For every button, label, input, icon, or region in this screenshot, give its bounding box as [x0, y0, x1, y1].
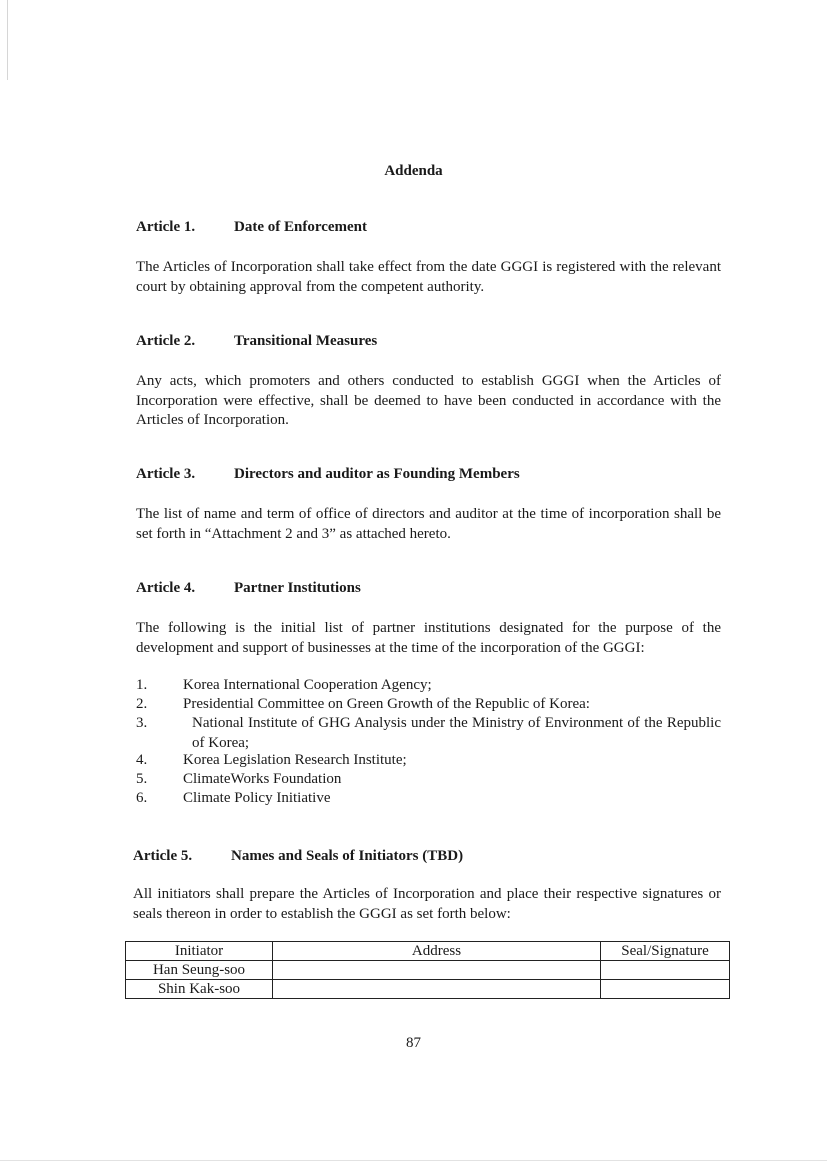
list-text: Korea Legislation Research Institute;	[183, 752, 407, 768]
article-5-heading	[133, 848, 463, 865]
article-3-body: The list of name and term of office of directors and auditor at the time of incorporation shall be set forth in “Attachment 2 and 3” as attached hereto.	[136, 506, 721, 542]
list-number: 6.	[136, 790, 148, 806]
list-text: ClimateWorks Foundation	[183, 771, 342, 787]
initiators-table	[125, 941, 730, 999]
column-header-seal-signature: Seal/Signature	[601, 942, 730, 961]
list-text: Presidential Committee on Green Growth of the Republic of Korea:	[183, 696, 590, 712]
list-text: Korea International Cooperation Agency;	[183, 677, 432, 693]
scan-bottom-line	[0, 1160, 827, 1161]
initiator-name: Shin Kak-soo	[126, 980, 273, 999]
article-number: Article 3.	[136, 466, 196, 482]
article-title: Directors and auditor as Founding Members	[234, 466, 520, 482]
page-number: 87	[406, 1035, 421, 1051]
page-title: Addenda	[384, 163, 443, 179]
list-text: Climate Policy Initiative	[183, 790, 331, 806]
list-number: 5.	[136, 771, 148, 787]
article-title: Names and Seals of Initiators (TBD)	[231, 848, 464, 864]
article-title: Transitional Measures	[234, 333, 378, 349]
article-1-body: The Articles of Incorporation shall take effect from the date GGGI is registered with the relevant court by obtaining approval from the competent authority.	[136, 259, 721, 295]
initiator-seal	[601, 961, 730, 980]
list-number: 4.	[136, 752, 148, 768]
article-4-heading	[136, 580, 361, 597]
article-number: Article 4.	[136, 580, 196, 596]
initiator-name: Han Seung-soo	[126, 961, 273, 980]
column-header-address: Address	[273, 942, 601, 961]
article-number: Article 5.	[133, 848, 193, 864]
article-number: Article 2.	[136, 333, 196, 349]
initiator-address	[273, 961, 601, 980]
article-2-heading	[136, 333, 377, 350]
list-number: 3.	[136, 715, 148, 731]
article-number: Article 1.	[136, 219, 196, 235]
list-text: National Institute of GHG Analysis under the Ministry of Environment of the Republic of Korea;	[192, 715, 721, 751]
list-number: 2.	[136, 696, 148, 712]
article-3-heading	[136, 466, 520, 483]
article-1-heading	[136, 219, 367, 236]
article-4-body: The following is the initial list of partner institutions designated for the purpose of the development and support of businesses at the time of the incorporation of the GGGI:	[136, 620, 721, 656]
article-5-body: All initiators shall prepare the Articles of Incorporation and place their respective signatures or seals thereon in order to establish the GGGI as set forth below:	[133, 886, 721, 922]
column-header-initiator: Initiator	[126, 942, 273, 961]
initiator-seal	[601, 980, 730, 999]
table-row	[126, 961, 730, 980]
article-2-body: Any acts, which promoters and others conducted to establish GGGI when the Articles of Incorporation were effective, shall be deemed to have been conducted in accordance with the Articles of Incorporation.	[136, 373, 721, 428]
initiator-address	[273, 980, 601, 999]
table-header-row	[126, 942, 730, 961]
article-title: Date of Enforcement	[234, 219, 368, 235]
list-number: 1.	[136, 677, 148, 693]
table-row	[126, 980, 730, 999]
scan-edge-line	[7, 0, 8, 80]
article-title: Partner Institutions	[234, 580, 361, 596]
